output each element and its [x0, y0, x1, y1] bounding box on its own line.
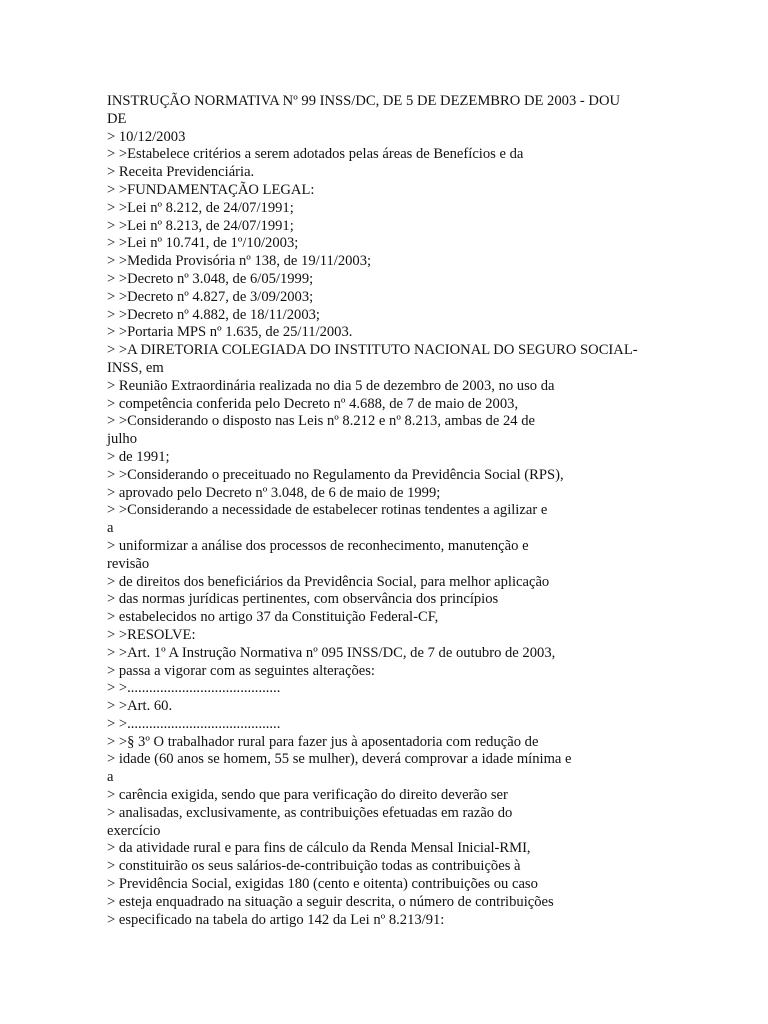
- document-line: > >Lei nº 8.212, de 24/07/1991;: [107, 199, 294, 216]
- document-line: > >Art. 1º A Instrução Normativa nº 095 INSS/DC, de 7 de outubro de 2003,: [107, 644, 556, 661]
- document-line: > competência conferida pelo Decreto nº 4.688, de 7 de maio de 2003,: [107, 395, 519, 412]
- document-line: > esteja enquadrado na situação a seguir descrita, o número de contribuições: [107, 893, 554, 910]
- document-line: > >Considerando o preceituado no Regulamento da Previdência Social (RPS),: [107, 466, 564, 483]
- document-line: > de direitos dos beneficiários da Previdência Social, para melhor aplicação: [107, 573, 550, 590]
- document-line: a: [107, 769, 114, 786]
- document-line: > >Considerando a necessidade de estabelecer rotinas tendentes a agilizar e: [107, 502, 548, 519]
- document-line: > >Considerando o disposto nas Leis nº 8.212 e nº 8.213, ambas de 24 de: [107, 413, 536, 430]
- document-line: > >Decreto nº 4.827, de 3/09/2003;: [107, 288, 314, 305]
- document-line: > analisadas, exclusivamente, as contribuições efetuadas em razão do: [107, 804, 513, 821]
- document-line: > >FUNDAMENTAÇÃO LEGAL:: [107, 181, 315, 198]
- document-line: INSTRUÇÃO NORMATIVA Nº 99 INSS/DC, DE 5 DE DEZEMBRO DE 2003 - DOU: [107, 93, 621, 109]
- document-line: > carência exigida, sendo que para verificação do direito deverão ser: [107, 787, 508, 804]
- document-line: > >Decreto nº 4.882, de 18/11/2003;: [107, 306, 320, 323]
- document-line: > >Portaria MPS nº 1.635, de 25/11/2003.: [107, 324, 353, 341]
- document-line: > passa a vigorar com as seguintes alterações:: [107, 662, 375, 679]
- document-line: > Reunião Extraordinária realizada no dia 5 de dezembro de 2003, no uso da: [107, 377, 555, 394]
- document-line: INSS, em: [107, 359, 164, 376]
- document-line: > da atividade rural e para fins de cálculo da Renda Mensal Inicial-RMI,: [107, 840, 531, 857]
- document-line: > >Lei nº 8.213, de 24/07/1991;: [107, 217, 294, 234]
- document-line: > 10/12/2003: [107, 128, 186, 145]
- document-line: > Receita Previdenciária.: [107, 164, 255, 181]
- document-line: > constituirão os seus salários-de-contribuição todas as contribuições à: [107, 858, 521, 875]
- document-line: > especificado na tabela do artigo 142 da Lei nº 8.213/91:: [107, 911, 445, 928]
- document-line: a: [107, 520, 114, 537]
- document-line: > >..........................................: [107, 715, 281, 732]
- document-line: DE: [107, 110, 127, 127]
- document-line: > >Medida Provisória nº 138, de 19/11/2003;: [107, 253, 372, 270]
- document-line: > >Decreto nº 3.048, de 6/05/1999;: [107, 270, 314, 287]
- document-line: > uniformizar a análise dos processos de reconhecimento, manutenção e: [107, 537, 529, 554]
- document-body: [107, 93, 667, 929]
- document-line: > >Art. 60.: [107, 698, 173, 715]
- document-line: > >..........................................: [107, 680, 281, 697]
- document-line: > >RESOLVE:: [107, 626, 196, 643]
- document-line: > >§ 3º O trabalhador rural para fazer jus à aposentadoria com redução de: [107, 733, 539, 750]
- document-line: > >Estabelece critérios a serem adotados pelas áreas de Benefícios e da: [107, 146, 524, 163]
- document-line: > >Lei nº 10.741, de 1º/10/2003;: [107, 235, 299, 252]
- document-line: exercício: [107, 822, 161, 839]
- document-line: julho: [107, 431, 137, 448]
- document-line: > de 1991;: [107, 448, 170, 465]
- document-line: > Previdência Social, exigidas 180 (cento e oitenta) contribuições ou caso: [107, 876, 538, 893]
- document-line: > idade (60 anos se homem, 55 se mulher), deverá comprovar a idade mínima e: [107, 751, 572, 768]
- document-line: > estabelecidos no artigo 37 da Constituição Federal-CF,: [107, 609, 439, 626]
- document-line: > aprovado pelo Decreto nº 3.048, de 6 de maio de 1999;: [107, 484, 441, 501]
- document-line: > >A DIRETORIA COLEGIADA DO INSTITUTO NACIONAL DO SEGURO SOCIAL-: [107, 342, 638, 359]
- document-line: revisão: [107, 555, 150, 572]
- document-line: > das normas jurídicas pertinentes, com observância dos princípios: [107, 591, 499, 608]
